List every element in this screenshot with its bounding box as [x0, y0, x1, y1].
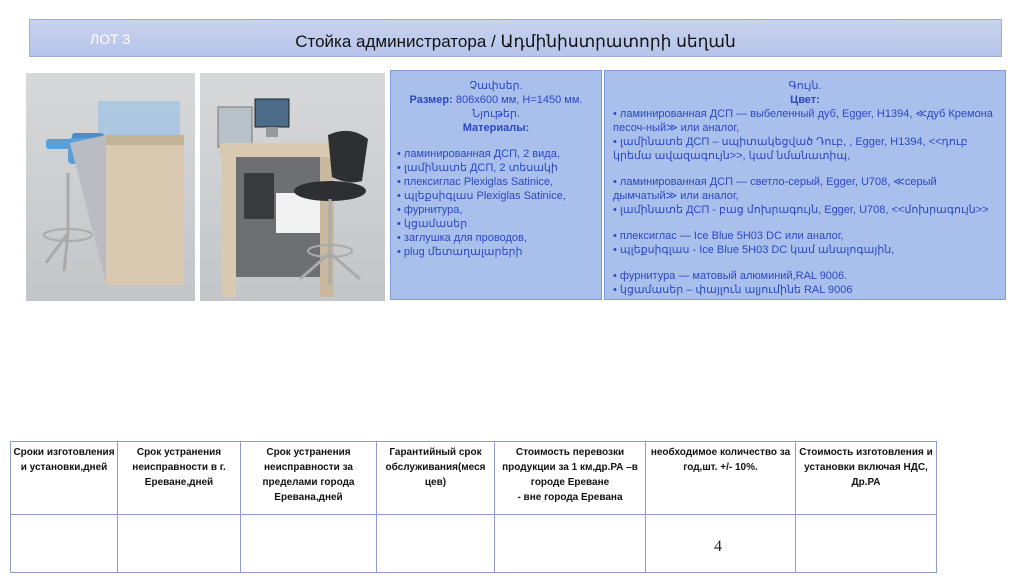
- lot-label: ЛОТ 3: [90, 31, 131, 47]
- size-label-am: Չափսեր.: [469, 80, 523, 92]
- material-item: • կցամասեր: [397, 218, 468, 230]
- color-item: • լամինատե ДСП - բաց մոխրագույն, Egger, U708, <<մոխրագույն>>: [613, 204, 989, 216]
- size-label-ru: Размер:: [409, 94, 453, 106]
- color-item: • ламинированная ДСП — выбеленный дуб, Egger, H1394, ≪дуб Кремона песоч-ный≫ или аналог,: [613, 108, 993, 134]
- material-item: • plug մետաղալարերի: [397, 246, 523, 258]
- header-repair-term-yerevan: Срок устранения неисправности в г. Ереване,дней: [118, 442, 241, 515]
- table-cell[interactable]: [796, 515, 937, 573]
- color-item: • կցամասեր – փայլուն ալյումինե RAL 9006: [613, 284, 853, 296]
- material-item: • ламинированная ДСП, 2 вида,: [397, 148, 560, 160]
- color-item: • фурнитура — матовый алюминий,RAL 9006.: [613, 270, 848, 282]
- dimensions-materials-box: [390, 70, 602, 300]
- table-row: [11, 515, 937, 573]
- color-item: • պլեքսիգլաս - Ice Blue 5H03 DC կամ անալոգային,: [613, 244, 895, 256]
- header-total-cost: Стоимость изготовления и установки включая НДС, Др.РА: [796, 442, 937, 515]
- header-transport-cost: Стоимость перевозки продукции за 1 км,др.РА –в городе Ереване - вне города Еревана: [495, 442, 646, 515]
- table-cell[interactable]: [118, 515, 241, 573]
- page-number: 4: [714, 538, 722, 555]
- materials-label-am: Նյութեր.: [472, 108, 520, 120]
- materials-label-ru: Материалы:: [462, 122, 530, 134]
- color-item: • լամինատե ДСП – սպիտակեցված Դուբ, , Egger, H1394, <<դուբ կրեմա ավազագույն>>, կամ նմանատիպ,: [613, 136, 968, 162]
- header-quantity: необходимое количество за год,шт. +/- 10%.: [646, 442, 796, 515]
- material-item: • заглушка для проводов,: [397, 232, 527, 244]
- color-item: • ламинированная ДСП — светло-серый, Egger, U708, ≪серый дымчатый≫ или аналог,: [613, 176, 937, 202]
- desk-photo-side: [200, 73, 385, 301]
- material-item: • фурнитура,: [397, 204, 463, 216]
- desk-photo-front: [26, 73, 195, 301]
- table-cell[interactable]: [377, 515, 495, 573]
- size-value: 806x600 мм, H=1450 мм.: [455, 94, 583, 106]
- table-header-row: [11, 442, 937, 515]
- material-item: • լամինատե ДСП, 2 տեսակի: [397, 162, 558, 174]
- table-cell[interactable]: [11, 515, 118, 573]
- header-production-term: Сроки изготовления и установки,дней: [11, 442, 118, 515]
- material-item: • плексиглас Plexiglas Satinice,: [397, 176, 554, 188]
- material-item: • պլեքսիգլաս Plexiglas Satinice,: [397, 190, 566, 202]
- page-title: Стойка администратора / Ադմինիստրատորի սեղան: [295, 32, 736, 51]
- pricing-table: [10, 441, 937, 573]
- color-item: • плексиглас — Ice Blue 5H03 DC или аналог,: [613, 230, 844, 242]
- header-warranty: Гарантийный срок обслуживания(меся цев): [377, 442, 495, 515]
- color-label-am: Գույն.: [788, 80, 822, 92]
- table-cell[interactable]: [495, 515, 646, 573]
- color-box: [604, 70, 1006, 300]
- color-label-ru: Цвет:: [790, 94, 820, 106]
- title-bar: [29, 19, 1002, 57]
- table-cell[interactable]: [241, 515, 377, 573]
- size-line: [397, 93, 595, 107]
- header-repair-term-outside: Срок устранения неисправности за пределами города Еревана,дней: [241, 442, 377, 515]
